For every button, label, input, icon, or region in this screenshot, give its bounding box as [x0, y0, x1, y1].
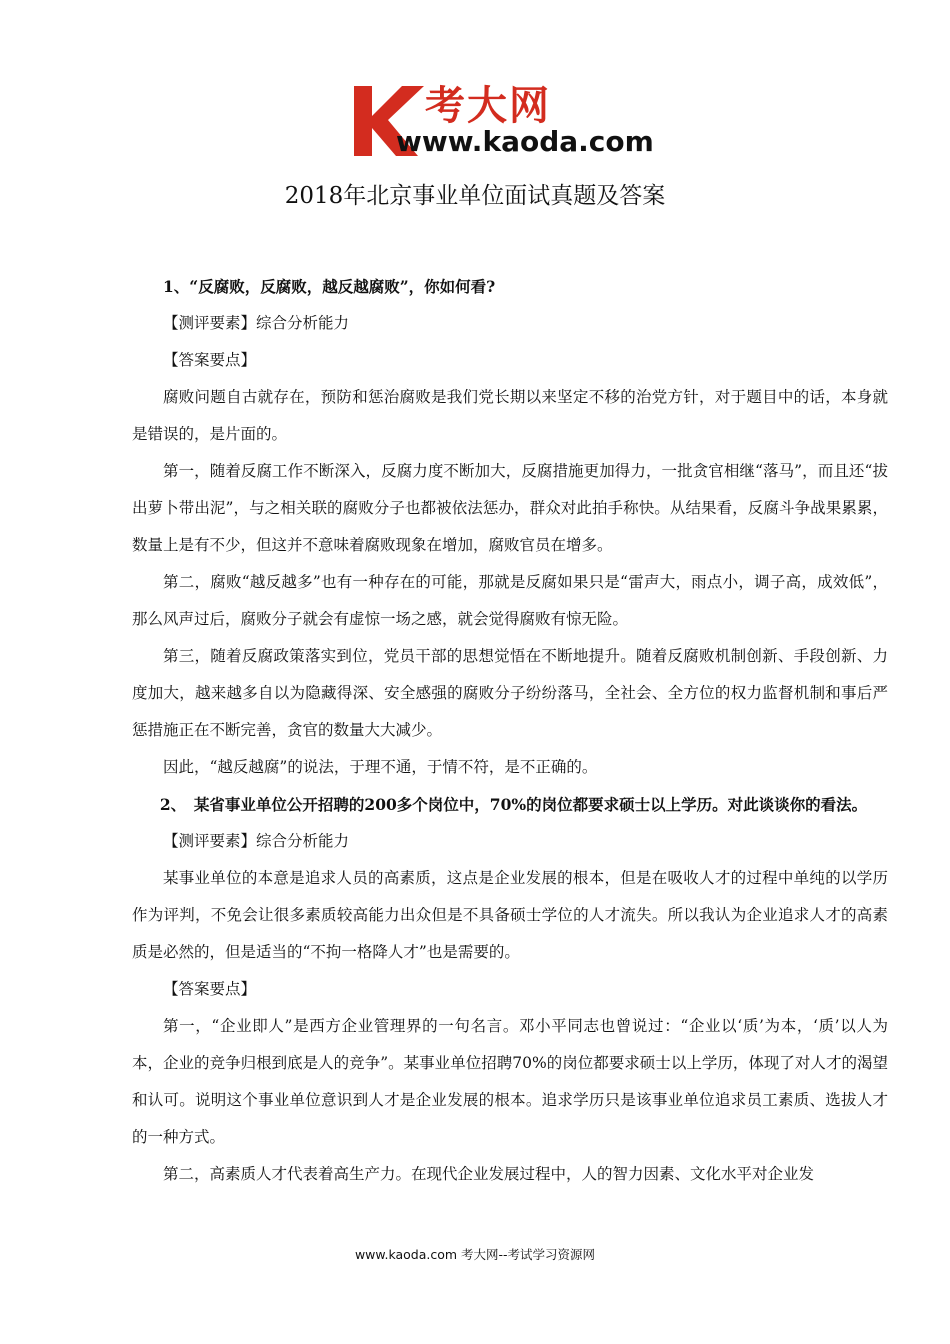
question-1-paragraph: 第一，随着反腐工作不断深入，反腐力度不断加大，反腐措施更加得力，一批贪官相继“落马”，而且还“拔出萝卜带出泥”，与之相关联的腐败分子也都被依法惩办，群众对此拍手称快。从结果看，反腐斗争战果累累，数量上是有不少，但这并不意味着腐败现象在增加，腐败官员在增多。 — [132, 462, 888, 554]
question-1-eval: 【测评要素】综合分析能力 — [163, 314, 350, 332]
question-2-paragraph: 第一，“企业即人”是西方企业管理界的一句名言。邓小平同志也曾说过：“企业以‘质’为本，‘质’以人为本，企业的竞争归根到底是人的竞争”。某事业单位招聘70%的岗位都要求硕士以上学历，体现了对人才的渴望和认可。说明这个事业单位意识到人才是企业发展的根本。追求学历只是该事业单位追求员工素质、选拔人才的一种方式。 — [132, 1017, 888, 1146]
question-2-paragraph: 第二，高素质人才代表着高生产力。在现代企业发展过程中，人的智力因素、文化水平对企业发 — [163, 1165, 815, 1183]
question-1-key-label: 【答案要点】 — [163, 351, 257, 369]
kaoda-logo — [352, 82, 672, 162]
question-1-paragraph: 腐败问题自古就存在，预防和惩治腐败是我们党长期以来坚定不移的治党方针，对于题目中的话，本身就是错误的，是片面的。 — [132, 388, 888, 443]
question-1-paragraph: 第三，随着反腐政策落实到位，党员干部的思想觉悟在不断地提升。随着反腐败机制创新、手段创新、力度加大，越来越多自以为隐藏得深、安全感强的腐败分子纷纷落马，全社会、全方位的权力监督机制和事后严惩措施正在不断完善，贪官的数量大大减少。 — [132, 647, 888, 739]
question-2-intro: 某事业单位的本意是追求人员的高素质，这点是企业发展的根本，但是在吸收人才的过程中单纯的以学历作为评判，不免会让很多素质较高能力出众但是不具备硕士学位的人才流失。所以我认为企业追求人才的高素质是必然的，但是适当的“不拘一格降人才”也是需要的。 — [132, 869, 888, 961]
document-title: 2018年北京事业单位面试真题及答案 — [284, 183, 666, 209]
question-2-key-label: 【答案要点】 — [163, 980, 257, 998]
question-1-paragraph: 第二，腐败“越反越多”也有一种存在的可能，那就是反腐如果只是“雷声大，雨点小，调子高，成效低”，那么风声过后，腐败分子就会有虚惊一场之感，就会觉得腐败有惊无险。 — [132, 573, 888, 628]
logo-chinese-name: 考大网 — [425, 83, 551, 129]
question-1-heading: 1、“反腐败，反腐败，越反越腐败”，你如何看? — [163, 277, 496, 296]
question-2-heading: 2、 某省事业单位公开招聘的200多个岗位中，70%的岗位都要求硕士以上学历。对此谈谈你的看法。 — [159, 795, 868, 814]
question-1-paragraph: 因此，“越反越腐”的说法，于理不通，于情不符，是不正确的。 — [163, 758, 598, 776]
logo-url: www.kaoda.com — [396, 125, 654, 158]
document-body — [132, 268, 888, 1193]
page-footer: www.kaoda.com 考大网--考试学习资源网 — [354, 1247, 596, 1262]
question-2-eval: 【测评要素】综合分析能力 — [163, 832, 350, 850]
